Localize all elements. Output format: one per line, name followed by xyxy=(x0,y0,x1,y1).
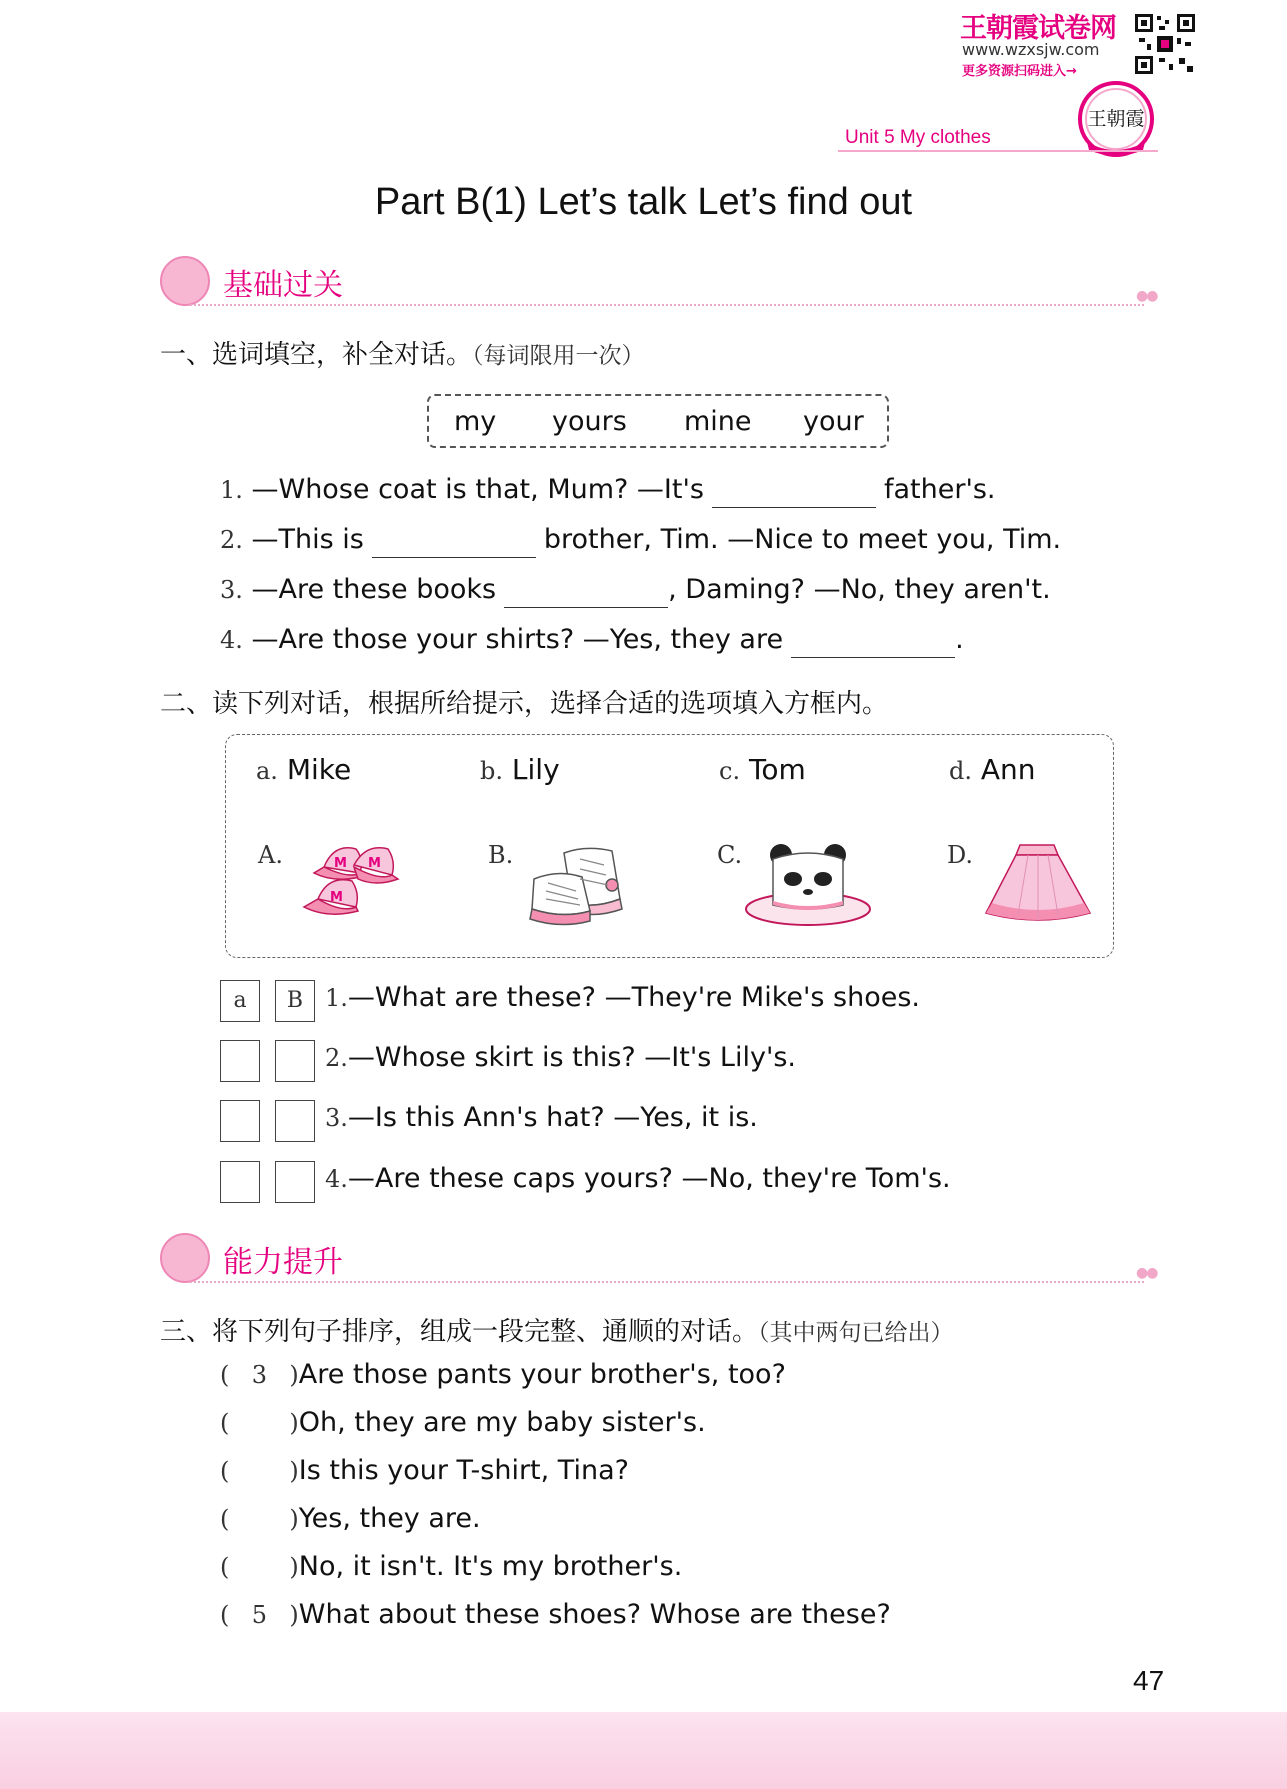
brand-tagline: 更多资源扫码进入→ xyxy=(962,64,1077,79)
question-1-title xyxy=(160,334,645,371)
order-item: ( 5 )What about these shoes? Whose are these? xyxy=(220,1599,891,1630)
unit-divider xyxy=(838,150,1158,152)
dots-decoration-icon: ●● xyxy=(1136,288,1157,304)
question-2-title: 二、读下列对话，根据所给提示，选择合适的选项填入方框内。 xyxy=(160,689,889,719)
picture-letter: C. xyxy=(717,841,743,869)
qr-code-icon[interactable] xyxy=(1133,12,1197,76)
q2-item-1: 1.—What are these? —They're Mike's shoes. xyxy=(325,982,921,1013)
section-label: 能力提升 xyxy=(223,1245,343,1280)
bottom-decoration-band xyxy=(0,1712,1287,1789)
order-item: ( 3 )Are those pants your brother's, too? xyxy=(220,1359,786,1390)
word-option: mine xyxy=(684,406,752,437)
answer-box-name[interactable]: a xyxy=(220,980,260,1022)
picture-letter: D. xyxy=(947,841,974,869)
question-1-text: 一、选词填空，补全对话。 xyxy=(160,340,473,370)
word-option: yours xyxy=(552,406,627,437)
section-heading-advanced xyxy=(160,1233,1160,1289)
brand-name: 王朝霞试卷网 xyxy=(960,13,1116,44)
picture-letter: A. xyxy=(258,841,283,869)
svg-text:M: M xyxy=(330,890,343,905)
answer-box-picture[interactable] xyxy=(275,1161,315,1203)
order-item: ( )Yes, they are. xyxy=(220,1503,481,1534)
answer-box-picture[interactable]: B xyxy=(275,980,315,1022)
order-input[interactable]: 5 xyxy=(251,1601,268,1629)
order-item: ( )Oh, they are my baby sister's. xyxy=(220,1407,706,1438)
blank-input[interactable] xyxy=(504,577,668,608)
word-bank xyxy=(427,394,889,448)
blank-input[interactable] xyxy=(712,477,876,508)
question-3-title xyxy=(160,1311,954,1348)
word-option: your xyxy=(803,406,864,437)
section-heading-basic xyxy=(160,256,1160,312)
q2-item-3: 3.—Is this Ann's hat? —Yes, it is. xyxy=(325,1102,758,1133)
panda-hat-icon xyxy=(743,839,873,929)
answer-box-name[interactable] xyxy=(220,1040,260,1082)
svg-text:M: M xyxy=(334,856,347,871)
svg-text:M: M xyxy=(368,856,381,871)
dots-decoration-icon: ●● xyxy=(1136,1265,1157,1281)
section-label: 基础过关 xyxy=(223,268,343,303)
section-rule xyxy=(190,304,1144,306)
logo-text: 王朝霞 xyxy=(1087,108,1145,130)
sneakers-icon xyxy=(524,839,644,929)
section-rule xyxy=(190,1281,1144,1283)
page-title: Part B(1) Let’s talk Let’s find out xyxy=(374,181,913,223)
page-number: 47 xyxy=(1133,1665,1165,1696)
caps-icon xyxy=(294,837,414,927)
q2-item-2: 2.—Whose skirt is this? —It's Lily's. xyxy=(325,1042,797,1073)
wangzhaoxia-logo xyxy=(1077,80,1155,158)
q1-item-4: 4. —Are those your shirts? —Yes, they are . xyxy=(220,624,964,658)
q1-item-3: 3. —Are these books , Daming? —No, they aren't. xyxy=(220,574,1051,608)
answer-box-name[interactable] xyxy=(220,1161,260,1203)
answer-box-picture[interactable] xyxy=(275,1040,315,1082)
blank-input[interactable] xyxy=(372,527,536,558)
q1-item-1: 1. —Whose coat is that, Mum? —It's father's. xyxy=(220,474,996,508)
q2-item-4: 4.—Are these caps yours? —No, they're Tom's. xyxy=(325,1163,951,1194)
name-option: d. Ann xyxy=(949,753,1036,786)
order-input[interactable]: 3 xyxy=(251,1361,268,1389)
brand-url[interactable]: www.wzxsjw.com xyxy=(962,40,1100,59)
order-item: ( )No, it isn't. It's my brother's. xyxy=(220,1551,683,1582)
order-item: ( )Is this your T-shirt, Tina? xyxy=(220,1455,629,1486)
answer-box-picture[interactable] xyxy=(275,1100,315,1142)
unit-label: Unit 5 My clothes xyxy=(845,127,991,148)
word-option: my xyxy=(454,406,497,437)
skirt-icon xyxy=(978,837,1098,929)
girl-avatar-icon xyxy=(160,256,210,306)
answer-box-name[interactable] xyxy=(220,1100,260,1142)
blank-input[interactable] xyxy=(791,627,955,658)
boy-avatar-icon xyxy=(160,1233,210,1283)
q1-item-2: 2. —This is brother, Tim. —Nice to meet you, Tim. xyxy=(220,524,1061,558)
name-option: c. Tom xyxy=(719,753,806,786)
question-3-text: 三、将下列句子排序，组成一段完整、通顺的对话。 xyxy=(160,1317,759,1347)
question-1-note: （每词限用一次） xyxy=(472,343,645,369)
name-option: a. Mike xyxy=(256,753,352,786)
name-option: b. Lily xyxy=(480,753,560,786)
picture-letter: B. xyxy=(488,841,514,869)
picture-matching-box xyxy=(225,734,1114,958)
question-3-note: （其中两句已给出） xyxy=(758,1320,954,1346)
